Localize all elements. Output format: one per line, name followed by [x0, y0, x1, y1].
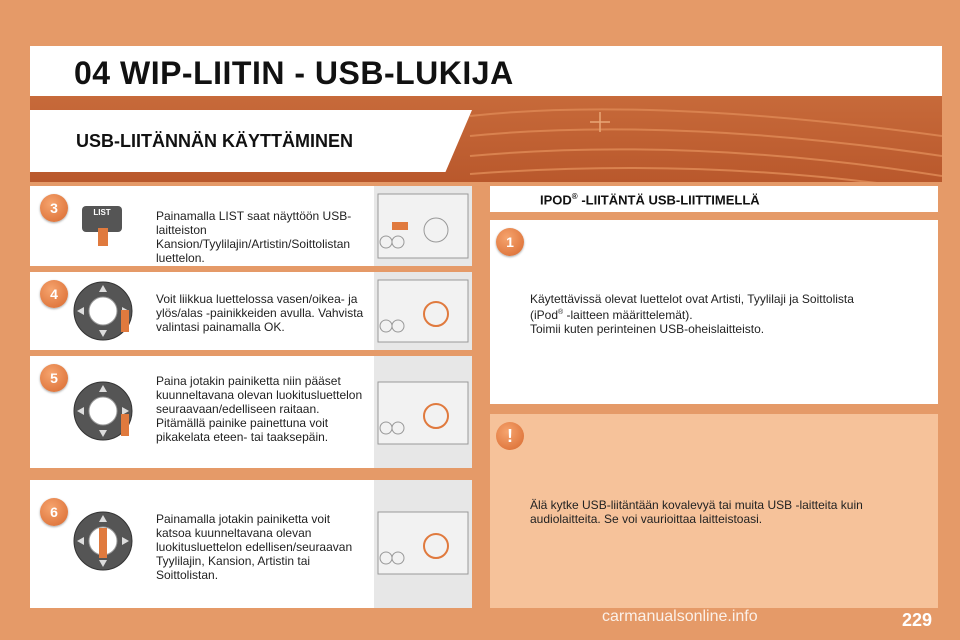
radio-unit-icon	[376, 276, 470, 346]
radio-unit-icon	[376, 378, 470, 448]
step-badge: 4	[40, 280, 68, 308]
right-heading: IPOD® -LIITÄNTÄ USB-LIITTIMELLÄ	[540, 192, 760, 208]
step-badge: 1	[496, 228, 524, 256]
finger-icon	[98, 228, 108, 246]
step-text-3: Painamalla LIST saat näyttöön USB-laitteiston Kansion/Tyylilajin/Artistin/Soittolistan luettelon.	[156, 209, 352, 265]
nav-pad-icon	[72, 280, 134, 342]
radio-unit-icon	[376, 190, 470, 262]
step-text-4: Voit liikkua luettelossa vasen/oikea- ja ylös/alas -painikkeiden avulla. Vahvista valintasi painamalla OK.	[156, 292, 364, 334]
section-heading: USB-LIITÄNNÄN KÄYTTÄMINEN	[76, 131, 353, 151]
radio-unit-icon	[376, 508, 470, 578]
page-number: 229	[902, 610, 933, 630]
warning-text: Älä kytke USB-liitäntään kovalevyä tai muita USB -laitteita kuin audiolaitteita. Se voi vaurioittaa laitteistoasi.	[530, 498, 863, 526]
watermark: carmanualsonline.info	[602, 608, 758, 625]
info-text: Käytettävissä olevat luettelot ovat Artisti, Tyylilaji ja Soittolista (iPod® -laitteen määrittelemät). Toimii kuten perinteinen USB-oheislaitteisto.	[530, 292, 854, 336]
list-button-icon: LIST	[82, 206, 122, 232]
nav-pad-icon	[72, 510, 134, 572]
nav-pad-icon	[72, 380, 134, 442]
page-title: 04 WIP-LIITIN - USB-LUKIJA	[74, 55, 514, 91]
step-badge: 6	[40, 498, 68, 526]
exclamation-icon: !	[496, 422, 524, 450]
step-badge: 3	[40, 194, 68, 222]
step-text-5: Paina jotakin painiketta niin pääset kuunneltavana olevan luokitusluettelon seuraavaan/edelliseen raitaan. Pitämällä painike painettuna voit pikakelata eteen- tai taaksepäin.	[156, 374, 363, 444]
step-text-6: Painamalla jotakin painiketta voit katsoa kuunneltavana olevan luokitusluettelon edellisen/seuraavan Tyylilajin, Kansion, Artistin tai Soittolistan.	[156, 512, 353, 582]
step-badge: 5	[40, 364, 68, 392]
